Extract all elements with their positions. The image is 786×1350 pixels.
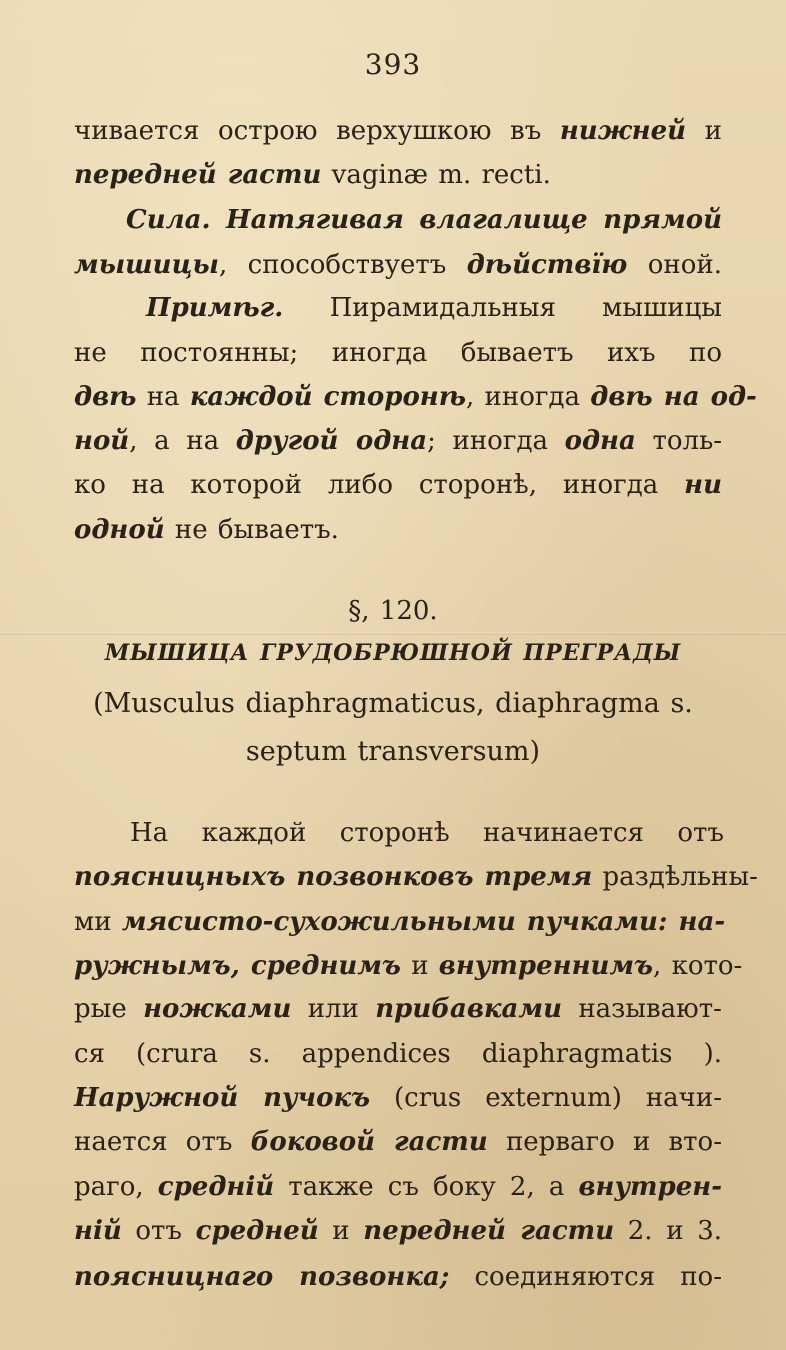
text-run: ко на которой либо сторонѣ, иногда: [74, 470, 685, 500]
text-run-italic: нижней: [559, 116, 687, 146]
text-line: [74, 996, 722, 1022]
text-run: раздѣльны-: [592, 862, 758, 892]
text-run: , кото-: [653, 951, 743, 981]
text-run-italic: внутрен-: [578, 1172, 722, 1202]
latin-name-line: (Musculus diaphragmaticus, diaphragma s.: [93, 688, 693, 719]
text-line: [74, 951, 743, 981]
text-run: ми: [74, 907, 122, 937]
text-run-italic: ружнымъ, среднимъ: [74, 951, 401, 981]
text-line: [74, 118, 722, 144]
text-run: раго,: [74, 1172, 158, 1202]
text-line: [74, 1129, 722, 1155]
text-run: каждой: [201, 818, 307, 848]
text-run-italic: прибавками: [375, 994, 562, 1024]
text-run: , а на: [129, 426, 236, 456]
text-run-italic: одной: [74, 515, 165, 545]
text-line: [126, 207, 722, 233]
text-run-italic: Наружной пучокъ: [74, 1083, 370, 1113]
text-line: [74, 862, 758, 892]
text-run-italic: внутреннимъ: [438, 951, 654, 981]
text-run: называют-: [561, 994, 722, 1024]
text-run: ; иногда: [427, 426, 565, 456]
text-run-italic: двѣ на од-: [590, 382, 757, 412]
page-number: 393: [364, 48, 422, 81]
text-line: [74, 162, 722, 188]
text-run: соединяются по-: [449, 1262, 722, 1292]
text-line: [74, 1218, 722, 1244]
text-run-italic: передней гасти: [74, 160, 322, 190]
text-run-italic: двѣ: [74, 382, 137, 412]
text-run-italic: мышицы: [74, 250, 219, 280]
text-run-italic: средней: [195, 1216, 319, 1246]
text-line: [74, 382, 757, 412]
text-line: [130, 820, 724, 846]
text-run: не постоянны; иногда бываетъ ихъ по: [74, 338, 722, 368]
text-run: Пирамидальныя мышицы: [283, 293, 722, 323]
text-line: [74, 340, 722, 366]
latin-name-line: septum transversum): [245, 736, 541, 767]
text-run-italic: другой одна: [235, 426, 428, 456]
text-run: (crus externum) начи-: [369, 1083, 722, 1113]
text-run: и: [400, 951, 439, 981]
text-run-italic: Сила. Натягивая влагалище прямой: [126, 205, 722, 235]
text-run: , иногда: [466, 382, 591, 412]
text-run: чивается острою верхушкою въ: [74, 116, 560, 146]
text-run: , способствуетъ: [218, 250, 467, 280]
text-run-italic: боковой гасти: [250, 1127, 488, 1157]
text-run: 2. и 3.: [614, 1216, 723, 1246]
text-run: рые: [74, 994, 144, 1024]
text-run: vaginæ m. recti.: [321, 160, 551, 190]
page-fold: [0, 632, 786, 635]
text-run-italic: ной: [74, 426, 130, 456]
text-run-italic: одна: [564, 426, 636, 456]
text-line: [146, 295, 722, 321]
text-run: отъ: [121, 1216, 196, 1246]
text-run-italic: поясницныхъ позвонковъ тремя: [74, 862, 593, 892]
text-run-italic: ній: [74, 1216, 122, 1246]
text-run: или: [291, 994, 376, 1024]
text-line: [74, 252, 722, 278]
text-run-italic: мясисто-сухожильными пучками: на-: [121, 907, 726, 937]
text-line: [74, 1174, 722, 1200]
text-run: толь-: [635, 426, 723, 456]
text-line: [74, 472, 722, 498]
text-line: [74, 1041, 722, 1067]
text-run-italic: средній: [157, 1172, 275, 1202]
text-run: нается отъ: [74, 1127, 251, 1157]
text-run-italic: Примѣг.: [146, 293, 284, 323]
text-run: также съ боку 2, а: [274, 1172, 579, 1202]
text-run: ся (crura s. appendices diaphragmatis ).: [74, 1039, 722, 1069]
text-line: [74, 428, 722, 454]
text-run-italic: дѣйствїю: [466, 250, 628, 280]
text-line: [74, 907, 726, 937]
text-run: и: [318, 1216, 364, 1246]
text-run: сторонѣ начинается отъ: [306, 818, 724, 848]
text-run: и: [686, 116, 722, 146]
text-run: не бываетъ.: [164, 515, 339, 545]
section-title: МЫШИЦА ГРУДОБРЮШНОЙ ПРЕГРАДЫ: [104, 640, 682, 666]
text-run: оной.: [627, 250, 722, 280]
text-run-italic: ножками: [143, 994, 292, 1024]
text-run-italic: каждой сторонѣ: [189, 382, 467, 412]
text-run-italic: поясницнаго позвонка;: [74, 1262, 450, 1292]
text-run-italic: ни: [684, 470, 722, 500]
text-line: [74, 1264, 722, 1290]
section-number: §, 120.: [348, 596, 438, 626]
text-run-italic: передней гасти: [363, 1216, 615, 1246]
text-run: перваго и вто-: [487, 1127, 722, 1157]
text-run: На: [130, 818, 202, 848]
text-line: [74, 1085, 722, 1111]
text-line: [74, 517, 722, 543]
text-run: на: [136, 382, 190, 412]
